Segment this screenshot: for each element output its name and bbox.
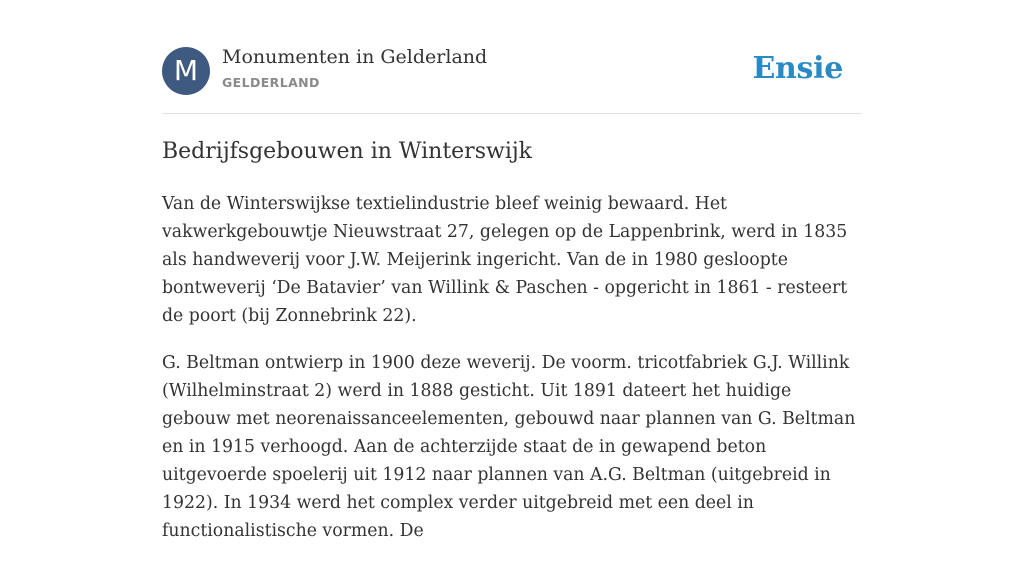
source-title[interactable]: Monumenten in Gelderland — [222, 46, 488, 68]
article-body — [162, 190, 862, 564]
article-paragraph: G. Beltman ontwierp in 1900 deze weverij. De voorm. tricotfabriek G.J. Willink (Wilhelminstraat 2) werd in 1888 gesticht. Uit 1891 dateert het huidige gebouw met neorenaissanceelementen, gebouwd naar plannen van G. Beltman en in 1915 verhoogd. Aan de achterzijde staat de in gewapend beton uitgevoerde spoelerij uit 1912 naar plannen van A.G. Beltman (uitgebreid in 1922). In 1934 werd het complex verder uitgebreid met een deel in functionalistische vormen. De — [162, 353, 856, 541]
avatar[interactable]: M — [162, 47, 210, 95]
source-subtitle[interactable]: GELDERLAND — [222, 75, 320, 90]
article-title: Bedrijfsgebouwen in Winterswijk — [162, 139, 533, 164]
article-page — [162, 0, 862, 541]
ensie-logo[interactable]: Ensie — [752, 51, 843, 86]
header — [162, 0, 862, 114]
article-paragraph: Van de Winterswijkse textielindustrie bleef weinig bewaard. Het vakwerkgebouwtje Nieuwstraat 27, gelegen op de Lappenbrink, werd in 1835 als handweverij voor J.W. Meijerink ingericht. Van de in 1980 gesloopte bontweverij ‘De Batavier’ van Willink & Paschen - opgericht in 1861 - resteert de poort (bij Zonnebrink 22). — [162, 194, 848, 326]
